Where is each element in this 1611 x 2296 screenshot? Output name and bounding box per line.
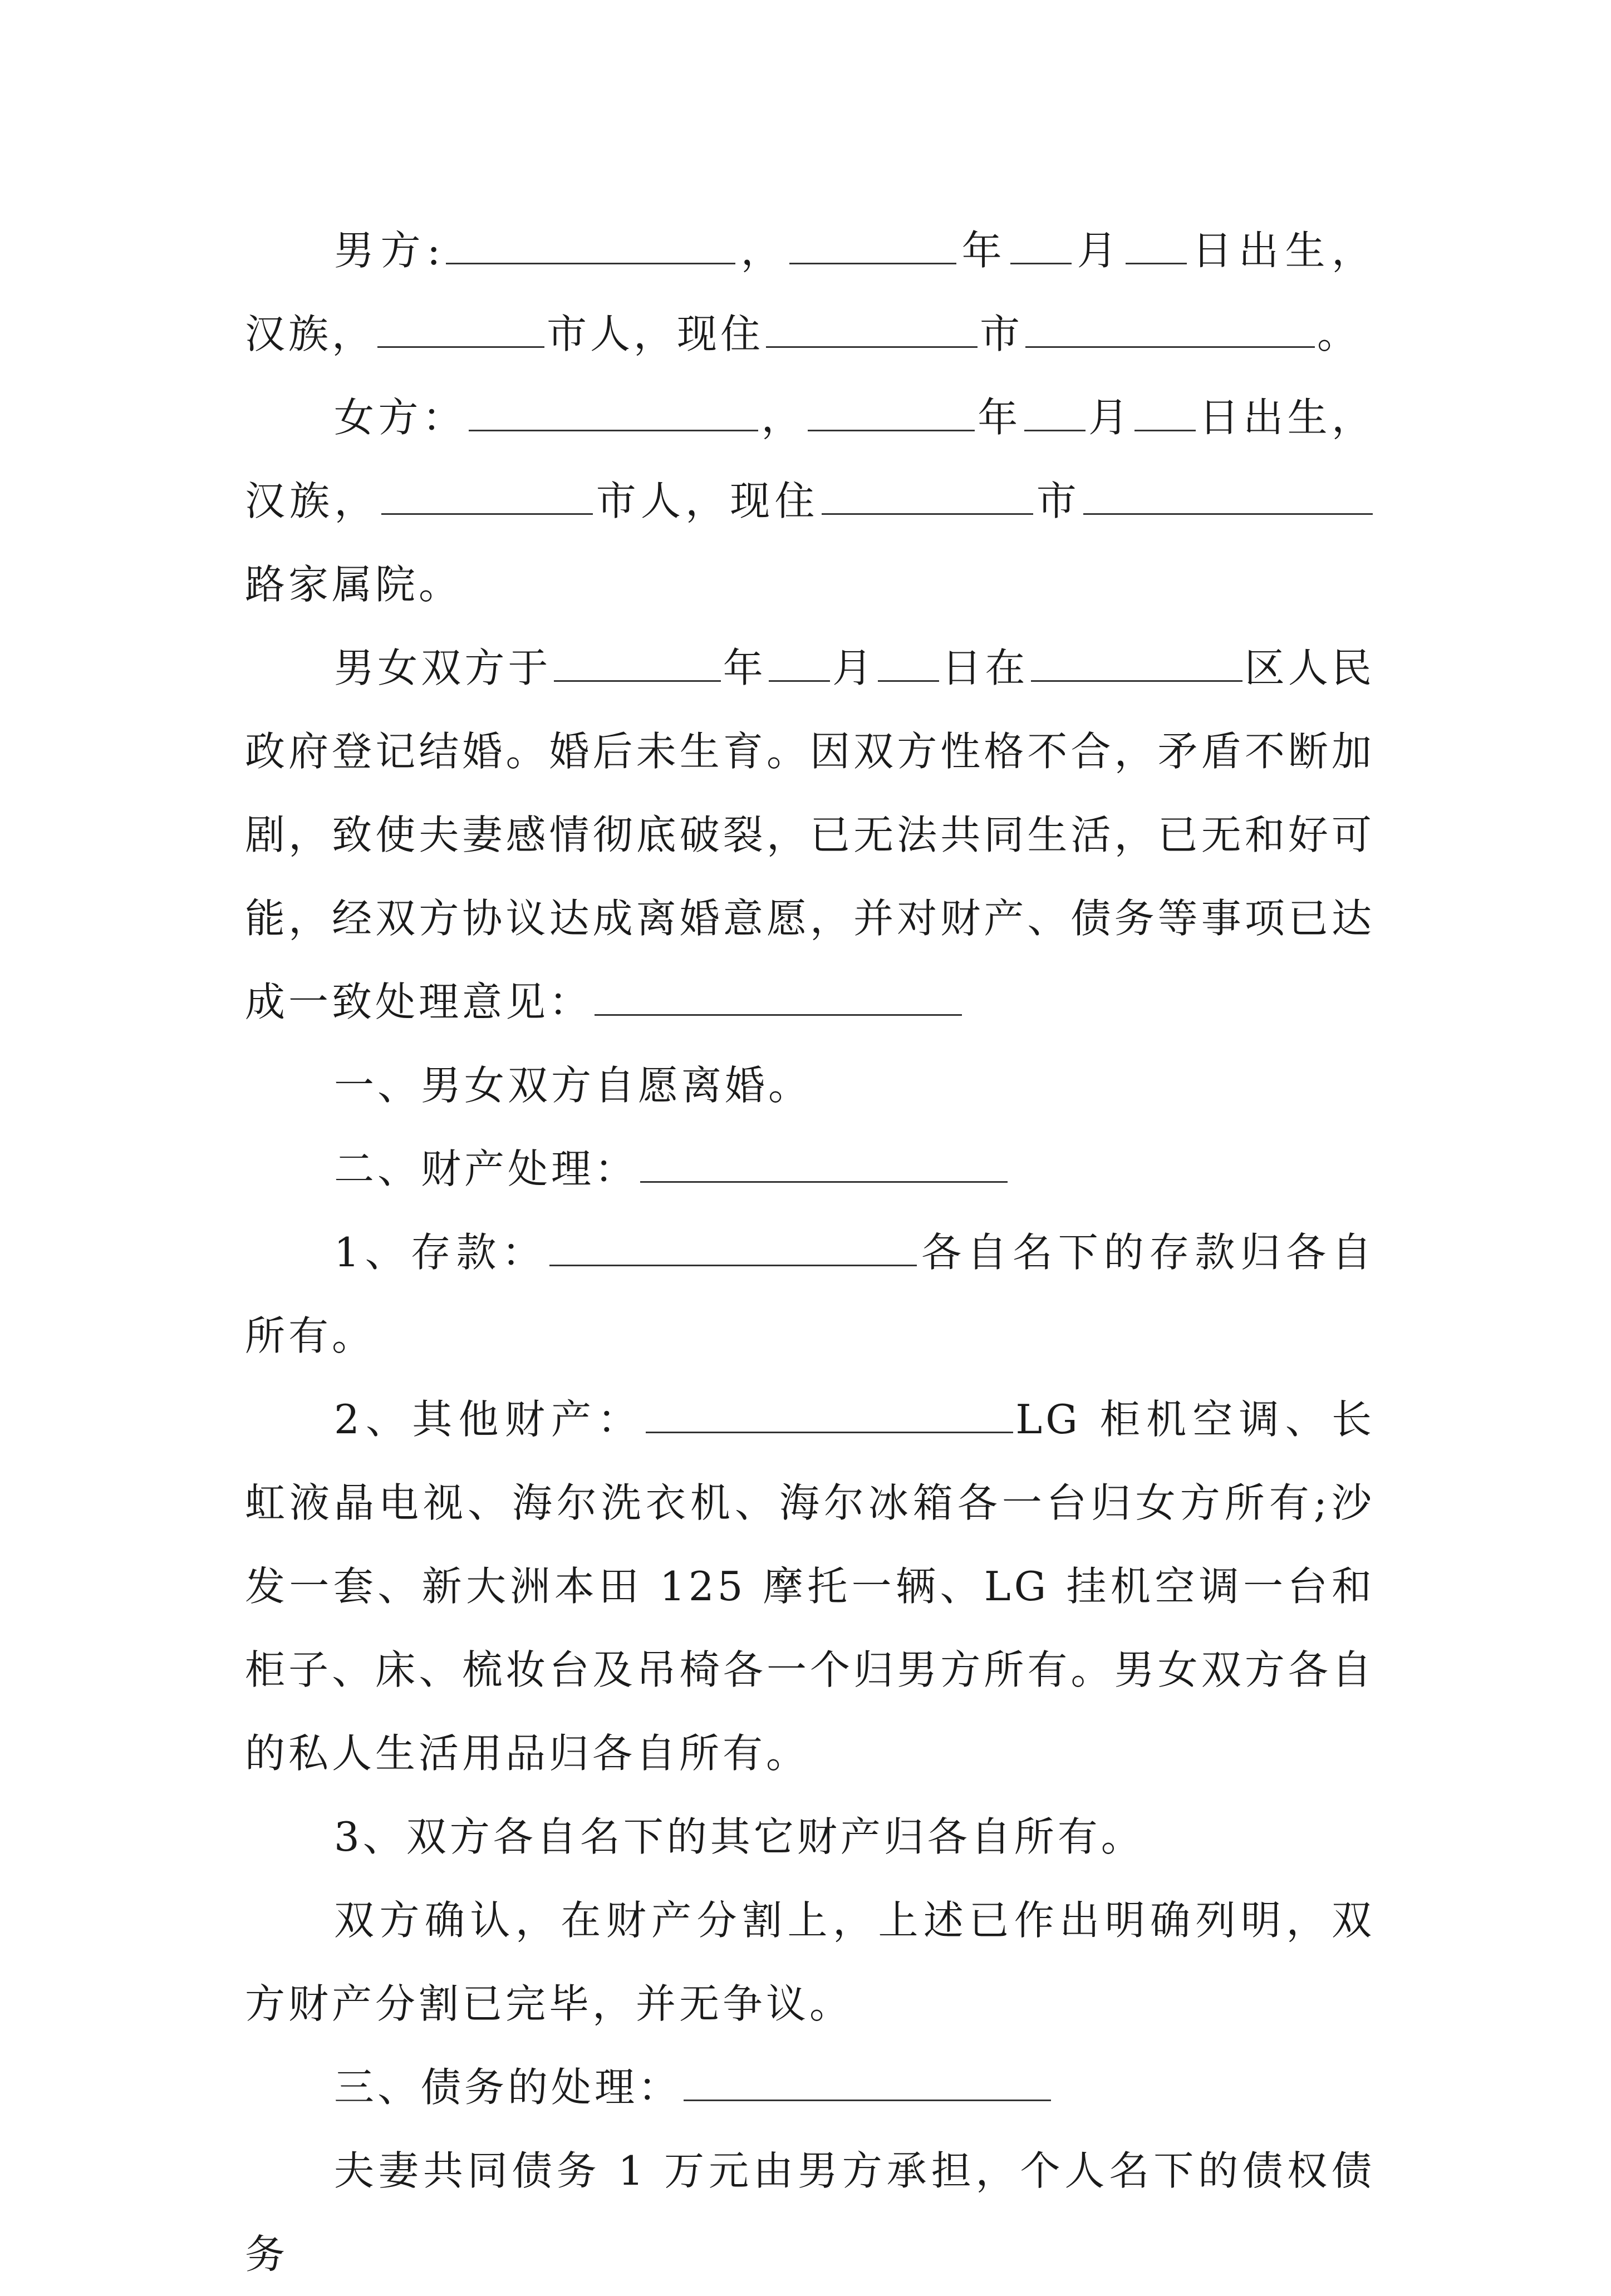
clause-two-paragraph bbox=[245, 1127, 1375, 1211]
clause-one: 一、男女双方自愿离婚。 bbox=[334, 1062, 812, 1109]
marriage-day-label: 日在 bbox=[941, 645, 1029, 691]
deposit-label: 1、存款： bbox=[334, 1229, 548, 1276]
male-ethnic: 汉族， bbox=[245, 311, 376, 357]
female-name-blank bbox=[469, 396, 758, 431]
female-residence-label: 市人，现住 bbox=[595, 478, 819, 524]
deposit-paragraph bbox=[245, 1211, 1375, 1378]
female-address-end: 路家属院。 bbox=[245, 561, 463, 608]
marriage-year-blank bbox=[554, 647, 721, 682]
male-address-blank bbox=[1025, 313, 1315, 348]
female-hometown-blank bbox=[381, 480, 593, 515]
male-end: 。 bbox=[1317, 311, 1361, 357]
female-birth-year-blank bbox=[808, 396, 975, 431]
female-ethnic: 汉族， bbox=[245, 478, 379, 524]
other-assets-paragraph: 3、双方各自名下的其它财产归各自所有。 bbox=[334, 1813, 1145, 1860]
male-residence-label: 市人，现住 bbox=[547, 311, 764, 357]
deposit-blank bbox=[549, 1231, 917, 1266]
property-blank bbox=[640, 1148, 1008, 1183]
deposit-text: 各自名下的存款归各自所有。 bbox=[245, 1229, 1375, 1359]
female-info-paragraph: 女方： ， 年 月 日出生，汉族， 市人，现住 市路家属院。 bbox=[245, 394, 1375, 608]
marriage-month-label: 月 bbox=[832, 645, 876, 691]
debt-blank bbox=[684, 2066, 1051, 2101]
male-birth-year-blank bbox=[789, 229, 956, 264]
marriage-year-label: 年 bbox=[723, 645, 767, 691]
other-property-blank bbox=[646, 1398, 1013, 1433]
female-birth-day-blank bbox=[1134, 396, 1196, 431]
male-month-label: 月 bbox=[1074, 227, 1124, 274]
other-property-label: 2、其他财产： bbox=[334, 1396, 644, 1443]
female-city-blank bbox=[822, 480, 1033, 515]
marriage-day-blank bbox=[878, 647, 939, 682]
female-month-label: 月 bbox=[1087, 394, 1133, 441]
male-born-label: 日出生， bbox=[1189, 227, 1375, 274]
male-label: 男方: bbox=[334, 227, 444, 274]
female-birth-month-blank bbox=[1024, 396, 1086, 431]
female-year-label: 年 bbox=[976, 394, 1022, 441]
opinion-blank bbox=[595, 981, 962, 1016]
female-born-label: 日出生， bbox=[1198, 394, 1375, 441]
male-city-label: 市 bbox=[980, 311, 1024, 357]
marriage-district-blank bbox=[1031, 647, 1242, 682]
marriage-month-blank bbox=[769, 647, 830, 682]
male-year-label: 年 bbox=[959, 227, 1009, 274]
female-street-blank bbox=[1083, 480, 1373, 515]
male-hometown-blank bbox=[377, 313, 544, 348]
other-property-paragraph bbox=[245, 1378, 1375, 1795]
debt-paragraph: 夫妻共同债务 1 万元由男方承担，个人名下的债权债务 bbox=[245, 2147, 1375, 2278]
male-birth-day-blank bbox=[1126, 229, 1187, 264]
male-city-blank bbox=[766, 313, 978, 348]
clause-three-paragraph bbox=[245, 2046, 1375, 2129]
female-label: 女方： bbox=[334, 394, 467, 441]
female-city-label: 市 bbox=[1035, 478, 1081, 524]
document-body bbox=[245, 209, 1375, 2296]
clause-three: 三、债务的处理： bbox=[334, 2064, 682, 2111]
male-name-blank bbox=[446, 229, 735, 264]
other-property-text: LG 柜机空调、长虹液晶电视、海尔洗衣机、海尔冰箱各一台归女方所有;沙发一套、新大洲本田 125 摩托一辆、LG 挂机空调一台和柜子、床、梳妆台及吊椅各一个归男方所有。男女双方各自的私人生活用品归各自所有。 bbox=[245, 1396, 1376, 1777]
male-birth-month-blank bbox=[1010, 229, 1072, 264]
marriage-start: 男女双方于 bbox=[334, 645, 552, 691]
marriage-text: 区人民政府登记结婚。婚后未生育。因双方性格不合，矛盾不断加剧，致使夫妻感情彻底破裂，已无法共同生活，已无和好可能，经双方协议达成离婚意愿，并对财产、债务等事项已达成一致处理意见： bbox=[245, 645, 1375, 1025]
male-info-paragraph: 男方: ， 年 月 日出生，汉族， 市人，现住 市 。 bbox=[245, 227, 1375, 357]
confirmation-paragraph: 双方确认，在财产分割上，上述已作出明确列明，双方财产分割已完毕，并无争议。 bbox=[245, 1897, 1375, 2027]
marriage-paragraph bbox=[245, 626, 1375, 1044]
clause-two: 二、财产处理： bbox=[334, 1145, 638, 1192]
